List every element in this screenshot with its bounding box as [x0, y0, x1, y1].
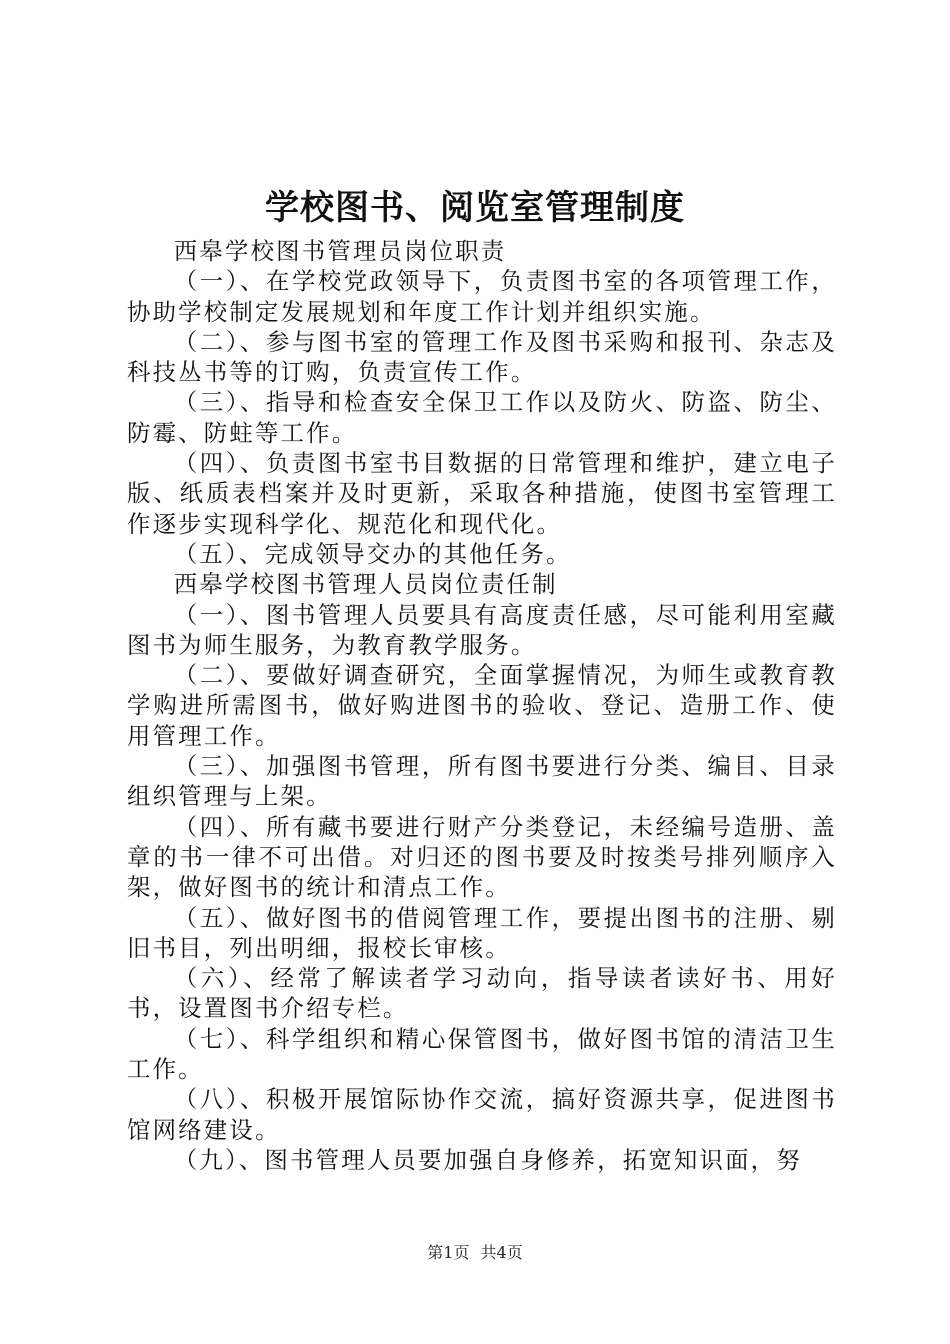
paragraph: （四）、负责图书室书目数据的日常管理和维护，建立电子版、纸质表档案并及时更新，采取各种措施，使图书室管理工作逐步实现科学化、规范化和现代化。 [127, 449, 837, 538]
paragraph: （三）、指导和检查安全保卫工作以及防火、防盗、防尘、防霉、防蛀等工作。 [127, 388, 837, 447]
paragraph: （四）、所有藏书要进行财产分类登记，未经编号造册、盖章的书一律不可出借。对归还的图书要及时按类号排列顺序入架，做好图书的统计和清点工作。 [127, 812, 837, 902]
paragraph: （五）、完成领导交办的其他任务。 [173, 539, 572, 568]
paragraph: （六）、经常了解读者学习动向，指导读者读好书、用好书，设置图书介绍专栏。 [127, 964, 837, 1023]
paragraph: （二）、参与图书室的管理工作及图书采购和报刊、杂志及科技丛书等的订购，负责宣传工作。 [127, 327, 837, 387]
page-number: 第1页 [427, 1243, 470, 1262]
section-heading: 西皋学校图书管理员岗位职责 [173, 237, 507, 265]
paragraph: （一）、图书管理人员要具有高度责任感，尽可能利用室藏图书为师生服务，为教育教学服务。 [127, 600, 837, 659]
document-body [127, 236, 837, 1175]
page-footer [0, 1243, 950, 1263]
paragraph: （二）、要做好调查研究，全面掌握情况，为师生或教育教学购进所需图书，做好购进图书的验收、登记、造册工作、使用管理工作。 [127, 661, 837, 750]
paragraph: （八）、积极开展馆际协作交流，搞好资源共享，促进图书馆网络建设。 [127, 1085, 837, 1144]
section-heading: 西皋学校图书管理人员岗位责任制 [173, 570, 558, 599]
paragraph: （九）、图书管理人员要加强自身修养，拓宽知识面，努 [173, 1145, 802, 1174]
document-title: 学校图书、阅览室管理制度 [265, 188, 685, 228]
page-total: 共4页 [480, 1243, 523, 1262]
paragraph: （七）、科学组织和精心保管图书，做好图书馆的清洁卫生工作。 [127, 1024, 837, 1084]
paragraph: （三）、加强图书管理，所有图书要进行分类、编目、目录组织管理与上架。 [127, 752, 837, 811]
paragraph: （一）、在学校党政领导下，负责图书室的各项管理工作，协助学校制定发展规划和年度工作计划并组织实施。 [127, 267, 837, 326]
paragraph: （五）、做好图书的借阅管理工作，要提出图书的注册、剔旧书目，列出明细，报校长审核。 [127, 903, 837, 962]
